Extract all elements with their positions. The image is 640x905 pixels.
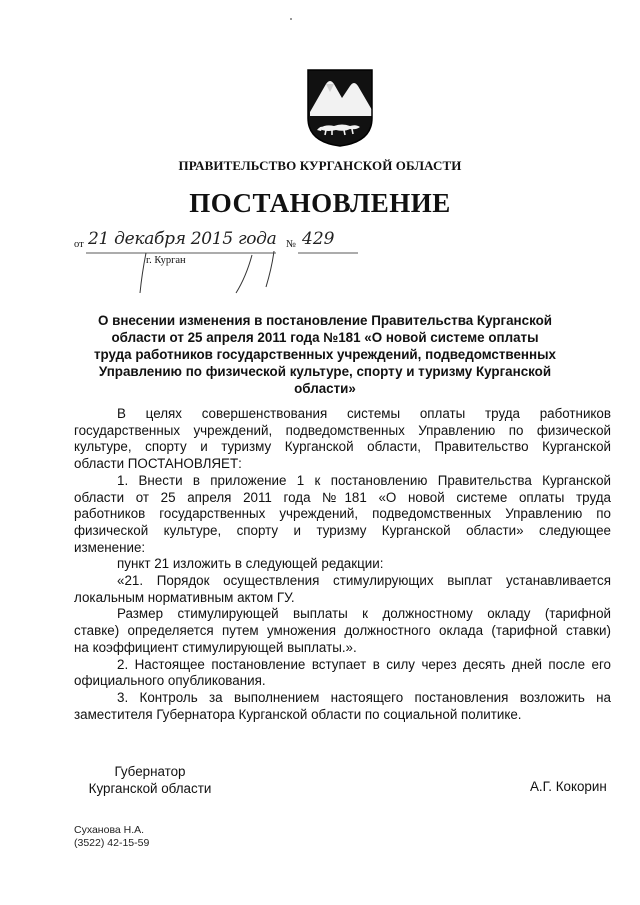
executor-name: Суханова Н.А. — [74, 824, 145, 836]
intro-line: области ПОСТАНОВЛЯЕТ: — [74, 456, 242, 472]
paragraph-intro — [74, 406, 611, 473]
paragraph-item-2 — [74, 657, 611, 690]
paragraph-quote-2 — [74, 606, 611, 656]
intro-line: культуре, спорту и туризму Курганской области, Правительство Курганской — [74, 439, 611, 455]
executor-info — [74, 824, 149, 850]
handwritten-number: 429 — [302, 229, 335, 249]
document-subject: О внесении изменения в постановление Правительства Курганской области от 25 апреля 2011 года №181 «О новой системе оплаты труда работников государственных учреждений, подведомственных Управлению по физической культуре, спорту и туризму Курганской области» — [94, 313, 556, 396]
item1-line: области от 25 апреля 2011 года №181 «О новой системе оплаты труда — [74, 489, 611, 505]
quote2-line: Размер стимулирующей выплаты к должностному окладу (тарифной — [117, 606, 611, 622]
signer-title — [76, 763, 224, 797]
number-label: № — [286, 239, 297, 250]
handwritten-date: 21 декабря 2015 года — [88, 229, 277, 249]
handwriting-strokes — [134, 247, 284, 295]
item1-line: физической культуре, спорту и туризму Курганской области» следующее — [74, 522, 611, 538]
item3-line: 3. Контроль за выполнением настоящего постановления возложить на — [117, 689, 611, 705]
document-body — [74, 406, 611, 723]
intro-line: В целях совершенствования системы оплаты труда работников — [117, 406, 611, 421]
quote2-line: ставке) определяется путем умножения должностного оклада (тарифной ставки) — [74, 623, 611, 639]
quote1-line: локальным нормативным актом ГУ. — [74, 589, 295, 605]
signer-name: А.Г. Кокорин — [530, 779, 607, 794]
scan-speck — [290, 18, 292, 20]
signer-title-line: Курганской области — [88, 781, 212, 796]
intro-line: государственных учреждений, подведомственных Управлению по физической — [74, 422, 611, 438]
signer-title-line: Губернатор — [114, 764, 186, 779]
item3-line: заместителя Губернатора Курганской области по социальной политике. — [74, 706, 522, 722]
city-label: г. Курган — [146, 255, 186, 266]
date-from-label: от — [74, 239, 84, 250]
item2-line: 2. Настоящее постановление вступает в силу через десять дней после его — [117, 656, 611, 672]
number-underline — [298, 245, 358, 257]
document-type-title: ПОСТАНОВЛЕНИЕ — [189, 188, 451, 218]
quote2-line: на коэффициент стимулирующей выплаты.». — [74, 639, 357, 655]
paragraph-item-3 — [74, 690, 611, 723]
dateline — [74, 229, 364, 295]
paragraph-item-1-sub: пункт 21 изложить в следующей редакции: — [117, 556, 384, 572]
quote1-line: «21. Порядок осуществления стимулирующих выплат устанавливается — [117, 573, 611, 589]
kurgan-coat-of-arms-icon — [304, 66, 376, 148]
item1-line: изменение: — [74, 539, 146, 555]
paragraph-item-1 — [74, 473, 611, 557]
executor-phone: (3522) 42-15-59 — [74, 837, 150, 849]
government-title: ПРАВИТЕЛЬСТВО КУРГАНСКОЙ ОБЛАСТИ — [178, 158, 462, 173]
item1-line: работников государственных учреждений, подведомственных Управлению по — [74, 506, 611, 522]
item1-line: 1. Внести в приложение 1 к постановлению Правительства Курганской — [117, 472, 611, 488]
paragraph-quote-1 — [74, 573, 611, 606]
item2-line: официального опубликования. — [74, 673, 266, 689]
